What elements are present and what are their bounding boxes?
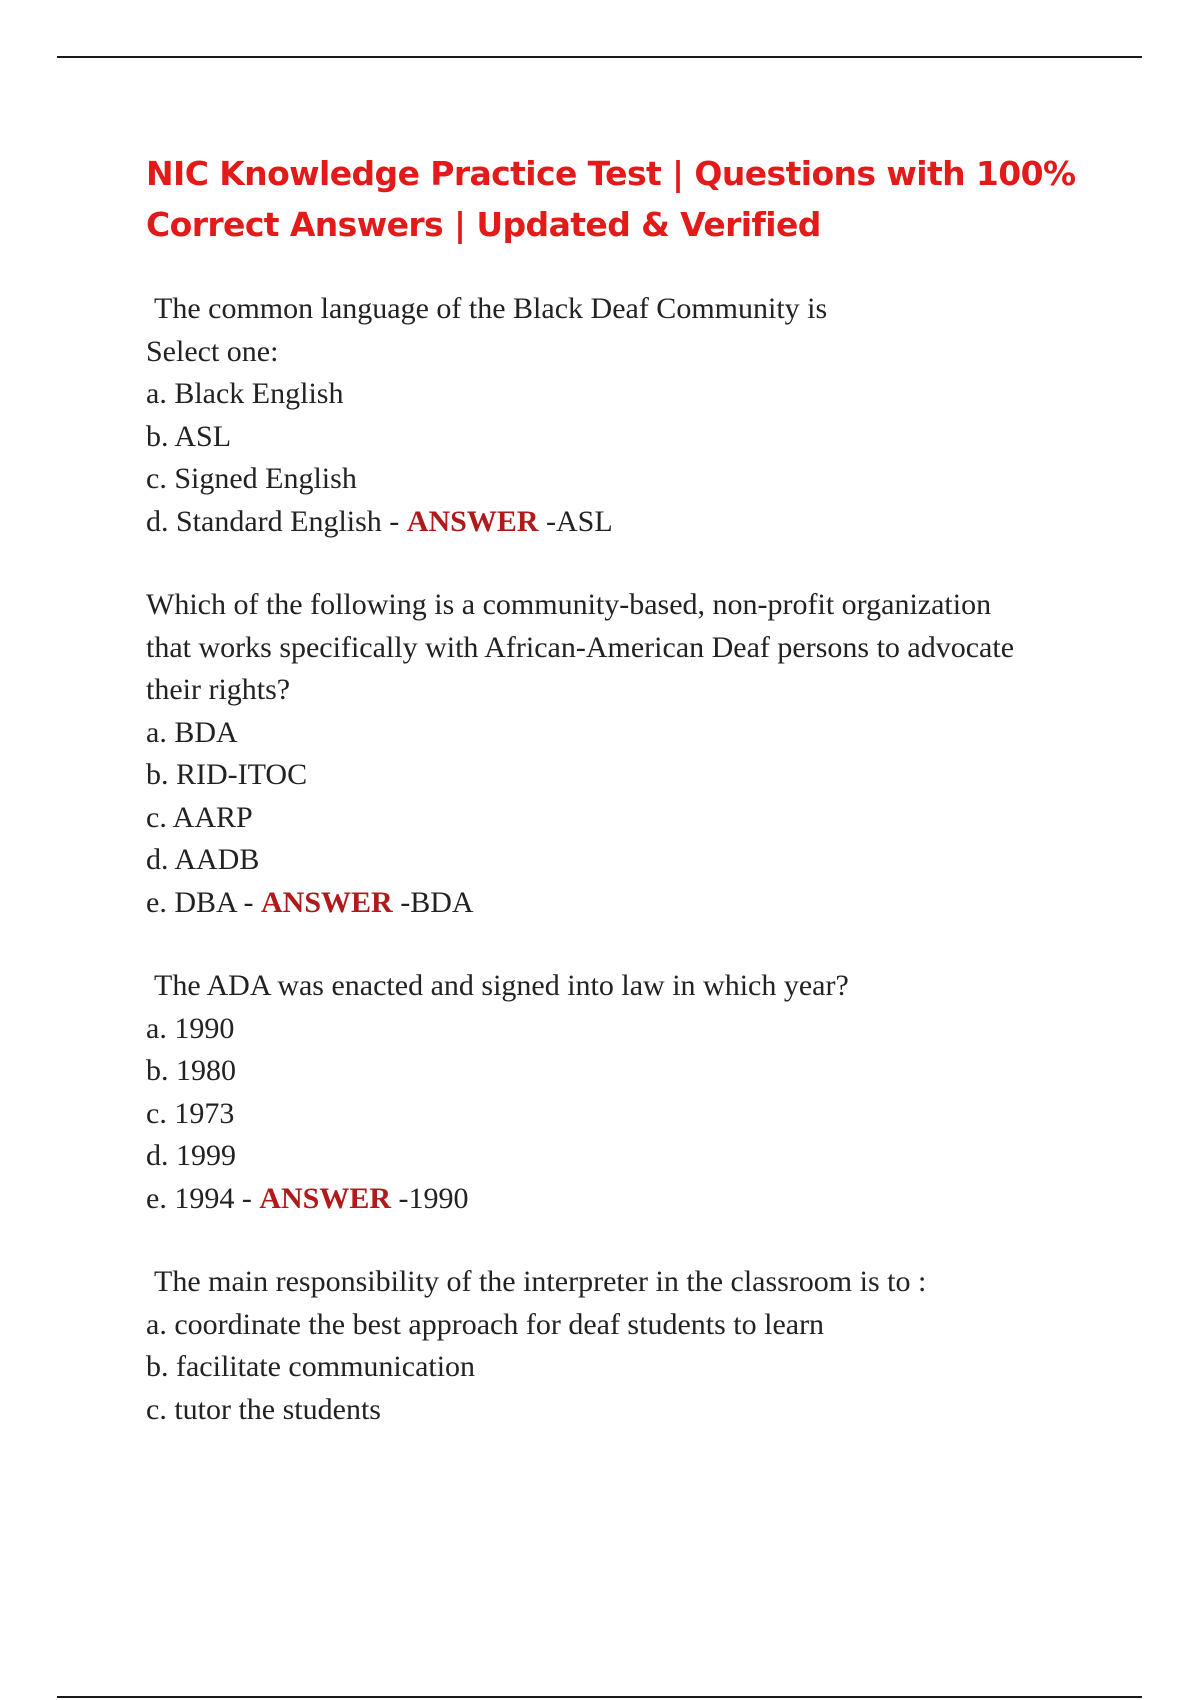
option-d: d. Standard English - bbox=[146, 504, 407, 538]
question-prompt: The common language of the Black Deaf Community is bbox=[154, 292, 828, 325]
option-d: d. AADB bbox=[146, 843, 260, 876]
option-d-with-answer bbox=[146, 501, 1106, 544]
title-line-1: NIC Knowledge Practice Test | Questions with 100% bbox=[146, 154, 1076, 193]
answer-value: -BDA bbox=[392, 885, 474, 919]
option-a: a. 1990 bbox=[146, 1011, 235, 1045]
question-prompt-line-1: Which of the following is a community-based, non-profit organization bbox=[146, 588, 992, 621]
option-a: a. coordinate the best approach for deaf students to learn bbox=[146, 1307, 825, 1341]
option-b: b. 1980 bbox=[146, 1054, 236, 1087]
answer-value: -1990 bbox=[391, 1181, 469, 1215]
option-b: b. facilitate communication bbox=[146, 1350, 476, 1383]
document-body bbox=[146, 148, 1106, 1431]
question-3 bbox=[146, 965, 1106, 1220]
option-b: b. RID-ITOC bbox=[146, 758, 308, 791]
question-prompt: The main responsibility of the interpreter in the classroom is to : bbox=[154, 1265, 927, 1298]
option-e: e. 1994 - bbox=[146, 1181, 260, 1215]
question-1 bbox=[146, 288, 1106, 543]
option-d: d. 1999 bbox=[146, 1139, 236, 1172]
bottom-rule bbox=[57, 1696, 1142, 1698]
option-e-with-answer bbox=[146, 1178, 1106, 1221]
answer-label: ANSWER bbox=[259, 1181, 392, 1215]
title-line-2: Correct Answers | Updated & Verified bbox=[146, 205, 821, 244]
question-instruction: Select one: bbox=[146, 334, 279, 368]
question-prompt-line-3: their rights? bbox=[146, 673, 291, 706]
answer-value: -ASL bbox=[538, 504, 613, 538]
answer-label: ANSWER bbox=[261, 885, 393, 919]
option-e: e. DBA - bbox=[146, 885, 261, 919]
top-rule bbox=[57, 56, 1142, 58]
question-2 bbox=[146, 584, 1106, 924]
option-c: c. tutor the students bbox=[146, 1392, 381, 1426]
option-b: b. ASL bbox=[146, 419, 232, 453]
question-prompt: The ADA was enacted and signed into law in which year? bbox=[154, 969, 849, 1002]
option-c: c. Signed English bbox=[146, 462, 357, 495]
question-4 bbox=[146, 1261, 1106, 1431]
question-prompt-line-2: that works specifically with African-American Deaf persons to advocate bbox=[146, 630, 1015, 664]
answer-label: ANSWER bbox=[406, 504, 539, 538]
option-a: a. Black English bbox=[146, 377, 344, 410]
document-title bbox=[146, 148, 1106, 250]
option-c: c. 1973 bbox=[146, 1096, 235, 1130]
option-e-with-answer bbox=[146, 882, 1106, 925]
option-a: a. BDA bbox=[146, 715, 238, 749]
option-c: c. AARP bbox=[146, 800, 253, 834]
